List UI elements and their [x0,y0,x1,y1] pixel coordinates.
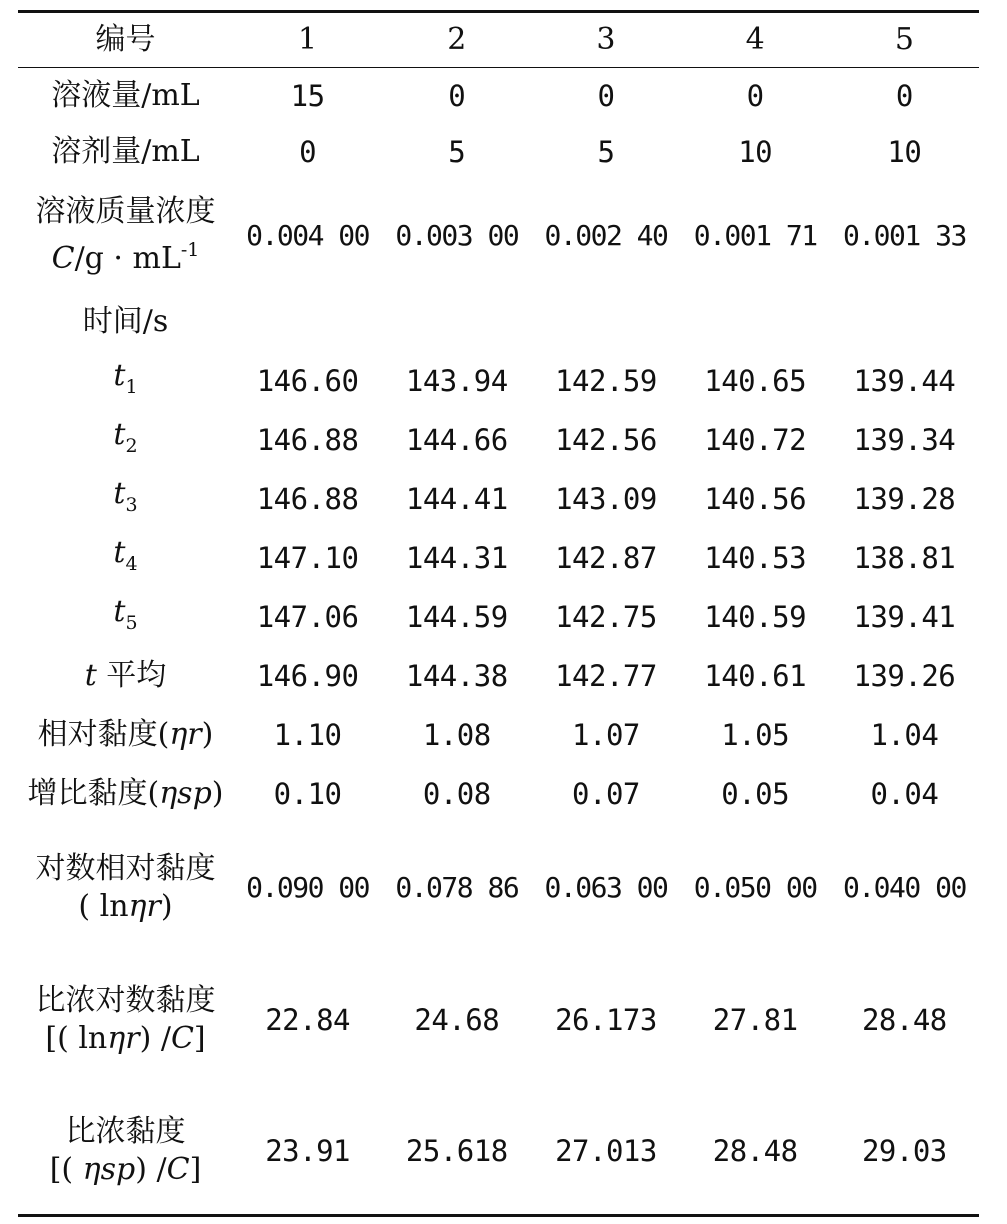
viscosity-data-table [18,10,979,1217]
row-label: 时间/s [82,303,169,339]
header-col: 4 [681,12,830,68]
row-label-line [18,1151,233,1189]
cell-value: 29.03 [861,1133,947,1168]
row-label-text: ) / [135,1151,167,1187]
row-label: 溶液量/mL [51,77,200,113]
row-label [18,529,233,588]
header-col: 3 [531,12,680,68]
cell-value: 147.06 [256,600,359,634]
cell-value: 28.48 [861,1002,947,1037]
cell-value: 27.013 [555,1133,657,1168]
unit-exponent: -1 [180,239,200,261]
cell-value: 142.77 [555,659,657,693]
table-row [18,124,979,180]
row-label-line [18,888,233,926]
var-symbol: ηr [107,1020,140,1056]
cell-value: 0.090 00 [246,870,370,904]
row-label [18,647,233,706]
row-label: 溶剂量/mL [51,133,200,169]
var-symbol: t [113,534,126,570]
cell-value: 0 [299,134,317,169]
header-col: 5 [830,12,979,68]
header-col: 2 [382,12,531,68]
table-row [18,647,979,706]
cell-value: 23.91 [265,1133,350,1168]
cell-value: 144.59 [405,600,508,634]
cell-value: 139.26 [853,659,956,693]
row-label [18,765,233,824]
var-symbol: ηr [169,717,202,752]
row-label [18,1088,233,1216]
row-label-text: ) / [139,1020,171,1056]
cell-value: 0 [597,78,615,113]
row-label-text: ] [189,1151,202,1187]
var-subscript: 5 [125,611,138,634]
row-label [18,588,233,647]
table-row [18,1088,979,1216]
cell-value: 140.53 [704,541,807,575]
cell-value: 146.60 [256,364,359,398]
row-label [18,180,233,292]
row-label-line: 溶液质量浓度 [35,194,216,229]
cell-value: 10 [738,134,773,169]
cell-value: 142.75 [555,600,657,634]
var-symbol: C [51,241,75,276]
cell-value: 0.004 00 [246,218,370,252]
cell-value: 1.08 [422,718,491,752]
cell-value: 0.078 86 [395,870,519,904]
var-symbol: t [113,357,126,393]
cell-value: 144.41 [405,482,508,516]
var-symbol: C [170,1020,194,1056]
var-symbol: t [113,593,126,629]
row-label-line: 对数相对黏度 [35,850,216,886]
cell-value: 0.001 33 [842,218,966,252]
row-label-text: 增比黏度( [27,776,160,811]
var-symbol: C [166,1151,190,1187]
cell-value: 1.04 [870,718,939,752]
cell-value: 5 [448,134,466,169]
table-row [18,292,979,352]
cell-value: 140.65 [704,364,807,398]
cell-value: 5 [597,134,615,169]
table-row [18,706,979,765]
row-label [18,470,233,529]
row-label [18,411,233,470]
cell-value [382,292,531,352]
cell-value: 22.84 [265,1002,350,1037]
var-subscript: 1 [125,375,138,398]
cell-value: 0.08 [422,777,491,811]
header-label: 编号 [18,12,233,68]
cell-value: 15 [290,78,325,113]
row-label-text: ) [201,717,214,752]
row-label-text: ] [193,1020,206,1056]
var-subscript: 2 [125,434,138,457]
row-label-text: ) [211,776,224,811]
var-subscript: 3 [125,493,138,516]
row-label-text: ( ln [78,888,129,924]
var-subscript: 4 [125,552,138,575]
var-symbol: t [84,658,97,693]
table-row [18,470,979,529]
cell-value: 146.88 [256,423,359,457]
cell-value: 0.002 40 [544,218,668,252]
var-symbol: t [113,416,126,452]
row-label-line [18,1020,233,1058]
header-col: 1 [233,12,382,68]
cell-value: 140.72 [704,423,807,457]
cell-value: 142.87 [555,541,657,575]
row-label-line: 比浓黏度 [65,1113,186,1149]
cell-value: 25.618 [405,1133,508,1168]
table-row [18,952,979,1088]
var-symbol: ηsp [82,1151,136,1187]
row-label-text: 相对黏度( [37,717,170,752]
cell-value: 139.34 [853,423,956,457]
cell-value: 146.90 [256,659,359,693]
row-label [18,952,233,1088]
cell-value: 0.05 [721,777,790,811]
row-label [18,824,233,952]
table-row [18,824,979,952]
cell-value: 142.59 [555,364,657,398]
unit-text: /g · mL [74,241,181,276]
table-row [18,529,979,588]
cell-value: 139.44 [853,364,956,398]
cell-value: 143.09 [555,482,657,516]
cell-value: 144.38 [405,659,508,693]
cell-value: 1.07 [572,718,640,752]
var-symbol: ηsp [159,776,212,811]
table-row [18,180,979,292]
cell-value: 140.61 [704,659,807,693]
var-symbol: t [113,475,126,511]
cell-value: 147.10 [256,541,359,575]
row-label-text: 平均 [96,658,167,693]
cell-value: 138.81 [853,541,956,575]
cell-value: 0 [448,78,466,113]
cell-value: 27.81 [712,1002,798,1037]
cell-value: 144.66 [405,423,508,457]
cell-value [233,292,382,352]
cell-value: 144.31 [405,541,508,575]
row-label-text: ) [160,888,173,924]
cell-value: 0.003 00 [395,218,519,252]
cell-value: 139.28 [853,482,956,516]
table-row [18,765,979,824]
row-label-line [18,231,233,278]
row-label [18,352,233,411]
cell-value: 0.063 00 [544,870,668,904]
cell-value: 140.56 [704,482,807,516]
cell-value: 26.173 [555,1002,657,1037]
table-row [18,352,979,411]
cell-value: 24.68 [414,1002,500,1037]
cell-value: 1.10 [273,718,342,752]
cell-value [830,292,979,352]
cell-value [531,292,680,352]
row-label-text: [( ln [45,1020,108,1056]
cell-value: 0 [746,78,764,113]
cell-value: 0.07 [572,777,640,811]
cell-value: 0.04 [870,777,939,811]
row-label [18,706,233,765]
header-row [18,12,979,68]
table-row [18,68,979,124]
cell-value [681,292,830,352]
cell-value: 28.48 [712,1133,798,1168]
cell-value: 139.41 [853,600,956,634]
cell-value: 142.56 [555,423,657,457]
cell-value: 0.10 [273,777,342,811]
row-label-text: [( [49,1151,83,1187]
cell-value: 0.040 00 [842,870,966,904]
cell-value: 140.59 [704,600,807,634]
table-row [18,588,979,647]
row-label-line: 比浓对数黏度 [35,982,216,1018]
cell-value: 143.94 [405,364,508,398]
cell-value: 1.05 [721,718,790,752]
cell-value: 10 [887,134,922,169]
cell-value: 146.88 [256,482,359,516]
table-row [18,411,979,470]
cell-value: 0.001 71 [693,218,817,252]
cell-value: 0.050 00 [693,870,817,904]
cell-value: 0 [895,78,913,113]
var-symbol: ηr [128,888,161,924]
